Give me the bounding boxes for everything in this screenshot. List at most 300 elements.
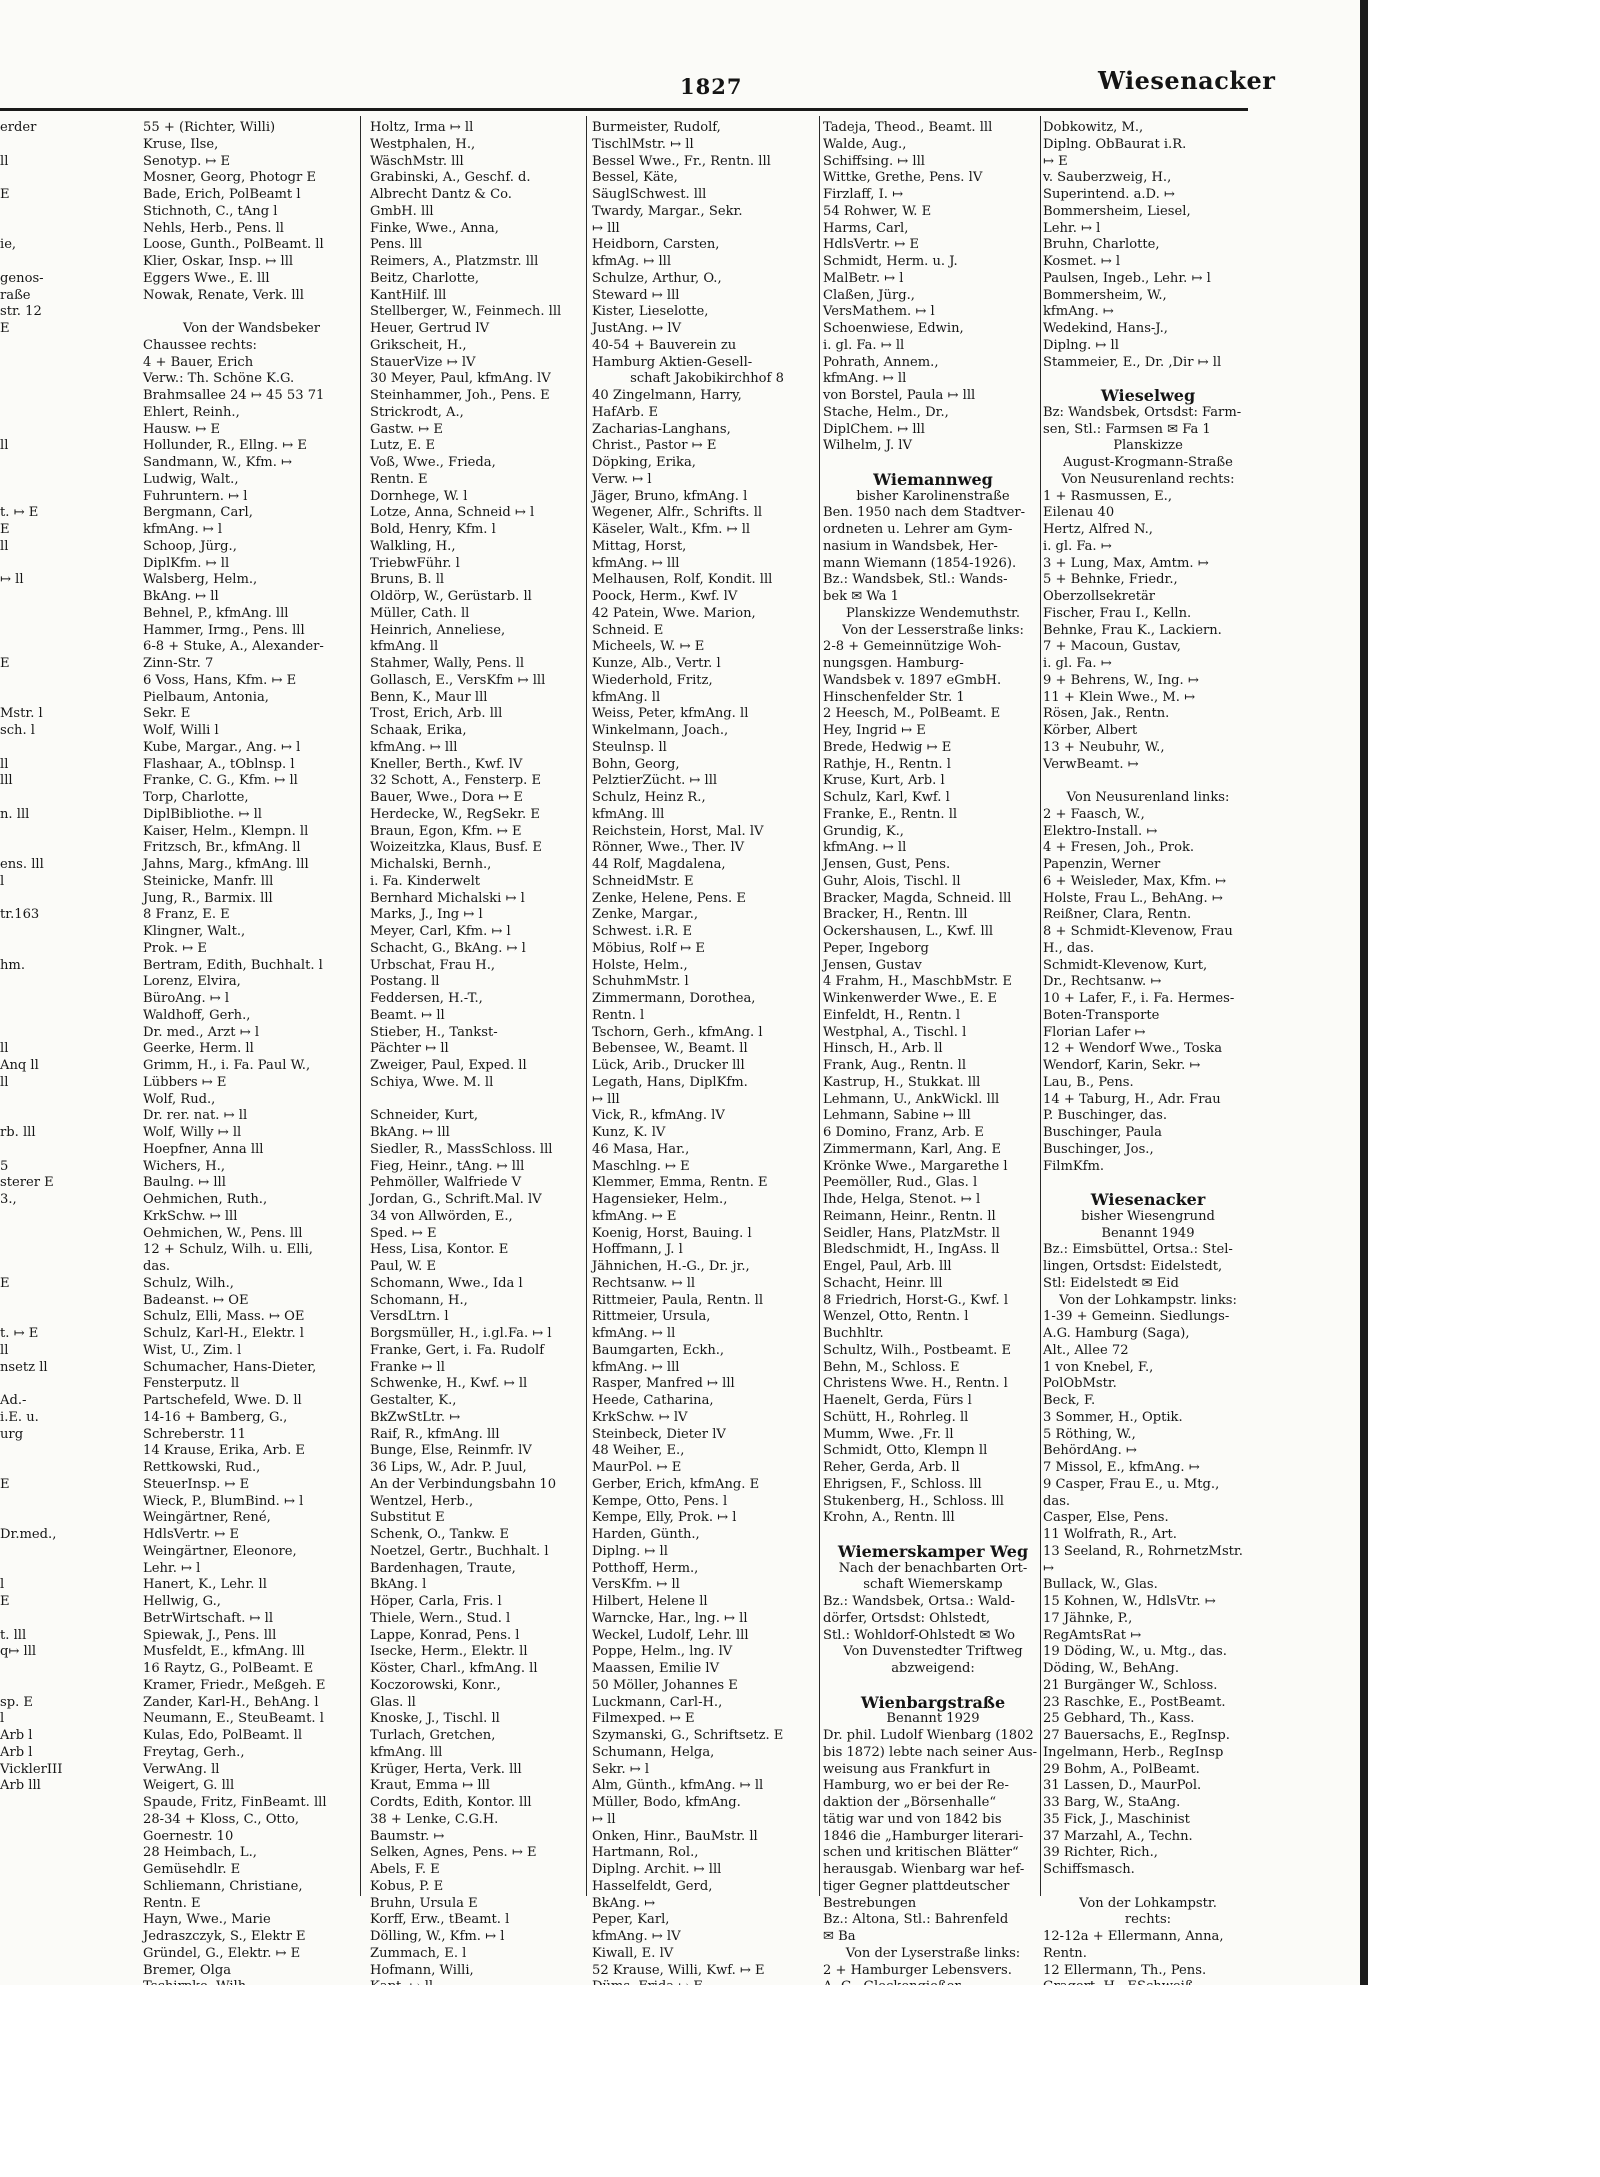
directory-line: Bz: Wandsbek, Ortsdst: Farm- [1043, 404, 1242, 420]
directory-line: Kunz, K. lV [592, 1125, 666, 1140]
directory-line: l [0, 1577, 5, 1593]
directory-line: 37 Marzahl, A., Techn. [1043, 1828, 1193, 1844]
directory-line: Poock, Herm., Kwf. lV [592, 589, 738, 604]
section-note: abzweigend: [891, 1661, 975, 1676]
directory-line: 25 Gebhard, Th., Kass. [1043, 1711, 1195, 1727]
directory-line: 50 Möller, Johannes E [592, 1677, 738, 1693]
directory-line: kfmAng. ↦ l [143, 522, 223, 537]
directory-line: HafArb. E [592, 404, 659, 420]
directory-line: Ben. 1950 nach dem Stadtver- [823, 505, 1026, 521]
directory-line: Dölling, W., Kfm. ↦ l [370, 1929, 505, 1944]
directory-line: Siedler, R., MassSchloss. lll [370, 1141, 553, 1157]
directory-line: Schliemann, Christiane, [143, 1878, 303, 1894]
directory-line: Pens. lll [370, 237, 423, 253]
directory-line: E [0, 522, 10, 537]
directory-line: i. Fa. Kinderwelt [370, 873, 481, 889]
directory-line: Klier, Oskar, Insp. ↦ lll [143, 254, 294, 269]
directory-line: Bessel Wwe., Fr., Rentn. lll [592, 153, 771, 169]
directory-line: Zander, Karl-H., BehAng. l [143, 1694, 319, 1710]
directory-line: Schomann, H., [370, 1292, 468, 1308]
directory-line: Bade, Erich, PolBeamt l [143, 187, 301, 202]
directory-line: Hinsch, H., Arb. ll [823, 1041, 943, 1057]
directory-line: Pielbaum, Antonia, [143, 689, 269, 705]
directory-line: Kastrup, H., Stukkat. lll [823, 1074, 981, 1090]
directory-line: Albrecht Dantz & Co. [370, 187, 512, 202]
directory-line: Senotyp. ↦ E [143, 153, 231, 169]
directory-line [0, 1142, 134, 1159]
directory-line: E [0, 1476, 10, 1492]
directory-line: Behnke, Frau K., Lackiern. [1043, 622, 1222, 638]
directory-line [0, 1092, 134, 1109]
directory-line: herausgab. Wienbarg war hef- [823, 1862, 1025, 1877]
directory-line: Badeanst. ↦ OE [143, 1292, 249, 1308]
directory-line: Heidborn, Carsten, [592, 237, 720, 253]
directory-line: Nowak, Renate, Verk. lll [143, 287, 304, 303]
directory-line: Weingärtner, Eleonore, [143, 1543, 297, 1559]
directory-line: str. 12 [0, 304, 42, 320]
column-1 [143, 120, 360, 1978]
directory-line: Michalski, Bernh., [370, 857, 492, 872]
street-heading: Wiemerskamper Weg [837, 1541, 1029, 1561]
directory-line: 11 Wolfrath, R., Art. [1043, 1527, 1177, 1542]
section-note: rechts: [1124, 1912, 1172, 1928]
directory-line: Schumann, Helga, [592, 1744, 715, 1760]
directory-line: BkZwStLtr. ↦ [370, 1409, 461, 1425]
directory-line: Heinrich, Anneliese, [370, 622, 506, 638]
directory-line [0, 1226, 134, 1243]
directory-line: Kunze, Alb., Vertr. l [592, 656, 721, 671]
directory-line: 19 Döding, W., u. Mtg., das. [1043, 1644, 1227, 1660]
directory-line: MaurPol. ↦ E [592, 1460, 682, 1475]
directory-line: Hammer, Irmg., Pens. lll [143, 622, 305, 638]
directory-line: Kempe, Otto, Pens. l [592, 1493, 728, 1509]
directory-line: Wieck, P., BlumBind. ↦ l [143, 1493, 304, 1509]
directory-line: Dornhege, W. l [370, 488, 468, 504]
section-note: schaft Wiemerskamp [863, 1577, 1003, 1593]
directory-line: Peper, Karl, [592, 1912, 670, 1928]
directory-line: Schoenwiese, Edwin, [823, 321, 964, 336]
street-heading: Wienbargstraße [860, 1692, 1006, 1712]
directory-line: VersKfm. ↦ ll [592, 1577, 680, 1593]
directory-line: Luckmann, Carl-H., [592, 1694, 723, 1710]
directory-line: BkAng. l [370, 1577, 427, 1593]
directory-line: i. gl. Fa. ↦ ll [823, 337, 905, 353]
directory-line: Hellwig, G., [143, 1594, 221, 1609]
directory-line: Bessel, Käte, [592, 170, 678, 186]
directory-line: Isecke, Herm., Elektr. ll [370, 1644, 528, 1660]
directory-line: nasium in Wandsbek, Her- [823, 538, 998, 554]
directory-line [0, 355, 134, 372]
directory-line [0, 840, 134, 857]
directory-line: GmbH. lll [370, 203, 434, 219]
directory-line: P. Buschinger, das. [1043, 1108, 1167, 1124]
directory-line: 8 Friedrich, Horst-G., Kwf. l [823, 1292, 1009, 1308]
directory-line: Schulz, Wilh., [143, 1275, 234, 1291]
directory-line: Schiffsmasch. [1043, 1862, 1135, 1877]
directory-line: ll [0, 1342, 9, 1358]
directory-line: Kempe, Elly, Prok. ↦ l [592, 1510, 737, 1526]
directory-line [0, 1309, 134, 1326]
directory-line: Spaude, Fritz, FinBeamt. lll [143, 1795, 327, 1810]
directory-line: 42 Patein, Wwe. Marion, [592, 605, 756, 621]
directory-line: Holste, Helm., [592, 957, 688, 973]
directory-line: Gestalter, K., [370, 1393, 457, 1408]
directory-line: Meyer, Carl, Kfm. ↦ l [370, 924, 511, 939]
directory-line: Pehmöller, Walfriede V [370, 1175, 522, 1191]
directory-line: Bruns, B. ll [370, 572, 445, 588]
directory-line: Stl.: Wohldorf-Ohlstedt ✉ Wo [823, 1627, 1016, 1643]
directory-line: Arb lll [0, 1778, 41, 1794]
directory-line [0, 489, 134, 506]
directory-line: Bruhn, Ursula E [370, 1895, 478, 1911]
directory-line: 29 Bohm, A., PolBeamt. [1043, 1761, 1200, 1777]
directory-line: 2-8 + Gemeinnützige Woh- [823, 639, 1002, 655]
directory-line: Herdecke, W., RegSekr. E [370, 806, 540, 822]
directory-line: Superintend. a.D. ↦ [1043, 187, 1175, 202]
directory-line [0, 974, 134, 991]
directory-line: Wist, U., Zim. l [143, 1342, 242, 1358]
directory-line: Steinicke, Manfr. lll [143, 873, 274, 889]
directory-line: Paulsen, Ingeb., Lehr. ↦ l [1043, 270, 1211, 286]
directory-line: Micheels, W. ↦ E [592, 639, 705, 655]
directory-line: Musfeldt, E., kfmAng. lll [143, 1644, 305, 1660]
directory-line: Noetzel, Gertr., Buchhalt. l [370, 1543, 549, 1559]
directory-line [0, 690, 134, 707]
directory-line: Anq ll [0, 1058, 39, 1073]
directory-line [0, 673, 134, 690]
directory-line: Kraut, Emma ↦ lll [370, 1778, 490, 1794]
directory-line: MalBetr. ↦ l [823, 270, 904, 286]
directory-line: 4 + Fresen, Joh., Prok. [1043, 840, 1195, 856]
directory-line: Bohn, Georg, [592, 756, 680, 772]
directory-line: Heuer, Gertrud lV [370, 321, 490, 336]
directory-line [0, 1611, 134, 1628]
directory-line: Zweiger, Paul, Exped. ll [370, 1058, 527, 1073]
directory-line: 2 Heesch, M., PolBeamt. E [823, 706, 1001, 722]
directory-line: An der Verbindungsbahn 10 [370, 1476, 557, 1492]
directory-line: Grimm, H., i. Fa. Paul W., [143, 1058, 311, 1073]
directory-line: Burmeister, Rudolf, [592, 120, 721, 135]
directory-line: Lehr. ↦ l [1043, 220, 1101, 236]
directory-line: Papenzin, Werner [1043, 857, 1161, 872]
directory-line: E [0, 1594, 10, 1609]
directory-line: 40 Zingelmann, Harry, [592, 388, 742, 403]
directory-line: Engel, Paul, Arb. lll [823, 1259, 952, 1274]
directory-line [0, 1510, 134, 1527]
directory-line [0, 790, 134, 807]
directory-line: Firzlaff, I. ↦ [823, 187, 904, 202]
directory-line: Tschorn, Gerh., kfmAng. l [592, 1024, 763, 1040]
directory-line: Rasper, Manfred ↦ lll [592, 1376, 735, 1392]
directory-line: 6 + Weisleder, Max, Kfm. ↦ [1043, 873, 1227, 889]
directory-line: Hilbert, Helene ll [592, 1594, 708, 1609]
directory-line: Kosmet. ↦ l [1043, 254, 1121, 269]
directory-line: Haenelt, Gerda, Fürs l [823, 1393, 972, 1408]
directory-line: Wichers, H., [143, 1158, 225, 1174]
directory-line: SäuglSchwest. lll [592, 187, 707, 202]
directory-line: KrkSchw. ↦ lV [592, 1409, 688, 1425]
directory-line: Hofmann, Willi, [370, 1962, 474, 1978]
directory-line: Rentn. l [592, 1007, 645, 1023]
directory-line: Strickrodt, A., [370, 404, 464, 420]
section-note: bisher Karolinenstraße [856, 488, 1010, 504]
directory-line: Bebensee, W., Beamt. ll [592, 1041, 748, 1057]
directory-line: Stieber, H., Tankst- [370, 1024, 498, 1040]
directory-line: ↦ ll [592, 1811, 616, 1827]
directory-line: dörfer, Ortsdst: Ohlstedt, [823, 1610, 991, 1626]
directory-line: Mittag, Horst, [592, 538, 687, 554]
directory-line [0, 1443, 134, 1460]
directory-line: Torp, Charlotte, [143, 790, 249, 805]
directory-line: Wiederhold, Fritz, [592, 672, 713, 688]
directory-line: Lehr. ↦ l [143, 1560, 201, 1576]
directory-line: Filmexped. ↦ E [592, 1711, 695, 1727]
directory-line: KantHilf. lll [370, 287, 447, 303]
directory-line: Koenig, Horst, Bauing. l [592, 1225, 752, 1241]
directory-line: Geerke, Herm. ll [143, 1041, 254, 1057]
directory-line: Loose, Gunth., PolBeamt. ll [143, 237, 324, 253]
directory-line: Urbschat, Frau H., [370, 957, 496, 973]
directory-line: Boten-Transporte [1043, 1007, 1160, 1023]
directory-line: Baumgarten, Eckh., [592, 1342, 725, 1358]
directory-line: 39 Richter, Rich., [1043, 1845, 1158, 1861]
directory-line: 31 Lassen, D., MaurPol. [1043, 1778, 1202, 1794]
directory-line: Wolf, Willy ↦ ll [143, 1125, 242, 1140]
directory-line: Legath, Hans, DiplKfm. [592, 1074, 748, 1090]
section-note: schaft Jakobikirchhof 8 [630, 371, 784, 387]
directory-line: n. lll [0, 806, 30, 822]
directory-line: BkAng. ↦ lll [370, 1125, 450, 1140]
directory-line: Hinschenfelder Str. 1 [823, 689, 965, 705]
directory-line: Ludwig, Walt., [143, 471, 239, 487]
directory-line: 12 Ellermann, Th., Pens. [1043, 1962, 1207, 1978]
directory-line: Schoop, Jürg., [143, 538, 237, 554]
directory-line: Sandmann, W., Kfm. ↦ [143, 455, 292, 470]
directory-line: Prok. ↦ E [143, 940, 207, 956]
directory-line: BüroAng. ↦ l [143, 991, 230, 1006]
directory-line: Turlach, Gretchen, [370, 1728, 496, 1743]
directory-line: Weingärtner, René, [143, 1510, 271, 1526]
directory-line: Potthoff, Herm., [592, 1560, 699, 1576]
directory-line: Reichstein, Horst, Mal. lV [592, 823, 764, 839]
section-note: Nach der benachbarten Ort- [838, 1560, 1028, 1576]
directory-line: DiplBibliothe. ↦ ll [143, 806, 262, 822]
directory-line: Reher, Gerda, Arb. ll [823, 1460, 960, 1475]
directory-line [0, 1259, 134, 1276]
directory-line: Peemöller, Rud., Glas. l [823, 1175, 978, 1191]
directory-line: kfmAng. ↦ ll [823, 840, 907, 856]
directory-line: Jäger, Bruno, kfmAng. l [592, 488, 748, 504]
directory-line: Krönke Wwe., Margarethe l [823, 1158, 1008, 1174]
directory-line [0, 137, 134, 154]
directory-line: Winkenwerder Wwe., E. E [823, 991, 998, 1006]
directory-line: E [0, 656, 10, 671]
directory-line: 38 + Lenke, C.G.H. [370, 1811, 499, 1827]
running-head: Wiesenacker [1098, 66, 1276, 95]
directory-line: 5 [0, 1158, 9, 1174]
directory-line: Schneider, Kurt, [370, 1108, 478, 1124]
directory-line: Rittmeier, Ursula, [592, 1309, 711, 1325]
directory-line: Hagensieker, Helm., [592, 1192, 728, 1207]
directory-line: Rathje, H., Rentn. l [823, 756, 951, 772]
directory-line: 30 Meyer, Paul, kfmAng. lV [370, 371, 551, 387]
directory-line: Weiss, Peter, kfmAng. ll [592, 706, 749, 722]
directory-line: Zenke, Helene, Pens. E [592, 890, 746, 906]
directory-line: Diplng. ObBaurat i.R. [1043, 136, 1187, 152]
directory-line: i.E. u. [0, 1409, 39, 1425]
section-note: Von Duvenstedter Triftweg [843, 1644, 1023, 1660]
directory-line: hm. [0, 957, 26, 973]
header-rule [0, 108, 1248, 111]
directory-line: 12-12a + Ellermann, Anna, [1043, 1929, 1224, 1944]
directory-line: Westphal, A., Tischl. l [823, 1024, 967, 1040]
directory-line: Steward ↦ lll [592, 287, 680, 303]
section-note: Von der Lohkampstr. [1079, 1895, 1217, 1911]
directory-line: 5 + Behnke, Friedr., [1043, 572, 1178, 588]
directory-line: Stl: Eidelstedt ✉ Eid [1043, 1275, 1179, 1291]
directory-line: Schreberstr. 11 [143, 1426, 246, 1442]
directory-line [0, 589, 134, 606]
directory-line: 14 Krause, Erika, Arb. E [143, 1443, 305, 1459]
directory-line: Schulz, Heinz R., [592, 790, 706, 805]
section-note: Planskizze [1113, 438, 1183, 454]
directory-line: Christ., Pastor ↦ E [592, 438, 717, 454]
directory-line: Cordts, Edith, Kontor. lll [370, 1795, 532, 1810]
directory-line: ✉ Ba [823, 1929, 856, 1944]
directory-line: Hanert, K., Lehr. ll [143, 1577, 267, 1593]
directory-line: Korff, Erw., tBeamt. l [370, 1912, 510, 1928]
directory-line: Partschefeld, Wwe. D. ll [143, 1393, 302, 1408]
directory-line: SchneidMstr. E [592, 873, 694, 889]
directory-line: A.G. Hamburg (Saga), [1043, 1326, 1190, 1341]
street-heading: Wiesenacker [1090, 1190, 1206, 1209]
directory-line: Weckel, Ludolf, Lehr. lll [592, 1627, 749, 1643]
directory-line: Beamt. ↦ ll [370, 1007, 445, 1023]
directory-line: Kulas, Edo, PolBeamt. ll [143, 1728, 303, 1743]
directory-line: 1 + Rasmussen, E., [1043, 488, 1172, 504]
directory-line: ll [0, 538, 9, 554]
directory-line: Hasselfeldt, Gerd, [592, 1878, 713, 1894]
directory-line: ens. lll [0, 857, 44, 872]
directory-line [0, 338, 134, 355]
directory-line: Abels, F. E [370, 1862, 440, 1877]
directory-line: von Borstel, Paula ↦ lll [823, 388, 976, 403]
directory-line: Raif, R., kfmAng. lll [370, 1426, 500, 1442]
directory-line: Ehlert, Reinh., [143, 404, 240, 420]
directory-line: Klemmer, Emma, Rentn. E [592, 1175, 768, 1191]
directory-line: tätig war und von 1842 bis [823, 1811, 1002, 1827]
directory-line: Paul, W. E [370, 1259, 437, 1274]
directory-line: mann Wiemann (1854-1926). [823, 555, 1017, 571]
directory-line: Weigert, G. lll [143, 1778, 235, 1794]
column-0-cut-off-left-page [0, 120, 134, 1900]
directory-line: Walsberg, Helm., [143, 572, 258, 588]
directory-line: Beck, F. [1043, 1393, 1096, 1408]
directory-line: Kube, Margar., Ang. ↦ l [143, 739, 301, 755]
directory-line: Kruse, Kurt, Arb. l [823, 773, 945, 789]
directory-line: VerwAng. ll [143, 1761, 220, 1777]
directory-line: Schiffsing. ↦ lll [823, 153, 925, 169]
directory-line: 4 Frahm, H., MaschbMstr. E [823, 974, 1012, 990]
directory-line: Ehrigsen, F., Schloss. lll [823, 1476, 982, 1492]
directory-line: Schwest. i.R. E [592, 924, 693, 939]
directory-line: weisung aus Frankfurt in [823, 1761, 991, 1777]
directory-line: Bz.: Eimsbüttel, Ortsa.: Stel- [1043, 1242, 1233, 1258]
directory-line: Dr.med., [0, 1527, 57, 1542]
directory-line: Rösen, Jak., Rentn. [1043, 706, 1170, 722]
directory-line: Bruhn, Charlotte, [1043, 237, 1160, 253]
directory-line: Brede, Hedwig ↦ E [823, 739, 952, 755]
directory-line: ↦ ll [0, 572, 24, 588]
directory-line: 28 Heimbach, L., [143, 1845, 257, 1861]
directory-line: kfmAng. ↦ E [592, 1208, 677, 1224]
directory-line: q↦ lll [0, 1644, 37, 1660]
directory-line: DiplKfm. ↦ ll [143, 555, 230, 571]
directory-line [0, 1544, 134, 1561]
directory-line [0, 924, 134, 941]
directory-line: Bardenhagen, Traute, [370, 1560, 516, 1576]
directory-line [0, 1376, 134, 1393]
directory-line: HdlsVertr. ↦ E [823, 237, 920, 253]
directory-line: Käseler, Walt., Kfm. ↦ ll [592, 522, 751, 537]
directory-line: Rentn. E [143, 1895, 201, 1911]
section-note: bisher Wiesengrund [1081, 1208, 1215, 1224]
directory-line: Wandsbek v. 1897 eGmbH. [823, 672, 1002, 688]
directory-line: Rönner, Wwe., Ther. lV [592, 840, 745, 856]
directory-line: 5 Röthing, W., [1043, 1426, 1136, 1442]
directory-line: Buschinger, Jos., [1043, 1141, 1154, 1157]
directory-line: Schiya, Wwe. M. ll [370, 1074, 494, 1090]
directory-line: TischlMstr. ↦ ll [592, 136, 694, 152]
directory-line [0, 606, 134, 623]
section-note: Planskizze Wendemuthstr. [846, 605, 1020, 621]
directory-line: 32 Schott, A., Fensterp. E [370, 773, 542, 789]
directory-line: Einfeldt, H., Rentn. l [823, 1007, 961, 1023]
directory-line [0, 170, 134, 187]
directory-line: Onken, Hinr., BauMstr. ll [592, 1828, 758, 1844]
directory-line: tr.163 [0, 907, 40, 923]
directory-line: Reißner, Clara, Rentn. [1043, 907, 1192, 923]
directory-line: Florian Lafer ↦ [1043, 1024, 1146, 1040]
section-note: August-Krogmann-Straße [1063, 455, 1233, 470]
directory-line: sen, Stl.: Farmsen ✉ Fa 1 [1043, 421, 1211, 437]
directory-line: Substitut E [370, 1510, 445, 1526]
directory-line: Hey, Ingrid ↦ E [823, 723, 926, 738]
directory-line: ll [0, 1041, 9, 1057]
directory-line: Wilhelm, J. lV [823, 438, 912, 454]
directory-line [0, 891, 134, 908]
directory-line [0, 1494, 134, 1511]
directory-line: PolObMstr. [1043, 1376, 1117, 1392]
directory-line: Buschinger, Paula [1043, 1125, 1162, 1140]
directory-line: Heede, Catharina, [592, 1393, 714, 1408]
directory-line: Bommersheim, W., [1043, 287, 1167, 303]
directory-line [0, 991, 134, 1008]
directory-line: Zinn-Str. 7 [143, 656, 214, 671]
directory-line: genos- [0, 270, 44, 286]
directory-line: Hess, Lisa, Kontor. E [370, 1242, 509, 1258]
directory-line [0, 1561, 134, 1578]
directory-line: sch. l [0, 723, 35, 738]
directory-line [0, 824, 134, 841]
directory-line: nungsgen. Hamburg- [823, 656, 964, 671]
directory-line: kfmAng. ll [592, 689, 661, 705]
directory-line: Hartmann, Rol., [592, 1845, 699, 1861]
directory-line: Lutz, E. E [370, 438, 436, 454]
directory-line [0, 639, 134, 656]
directory-line: Freytag, Gerh., [143, 1744, 245, 1760]
column-5 [1043, 120, 1253, 1978]
